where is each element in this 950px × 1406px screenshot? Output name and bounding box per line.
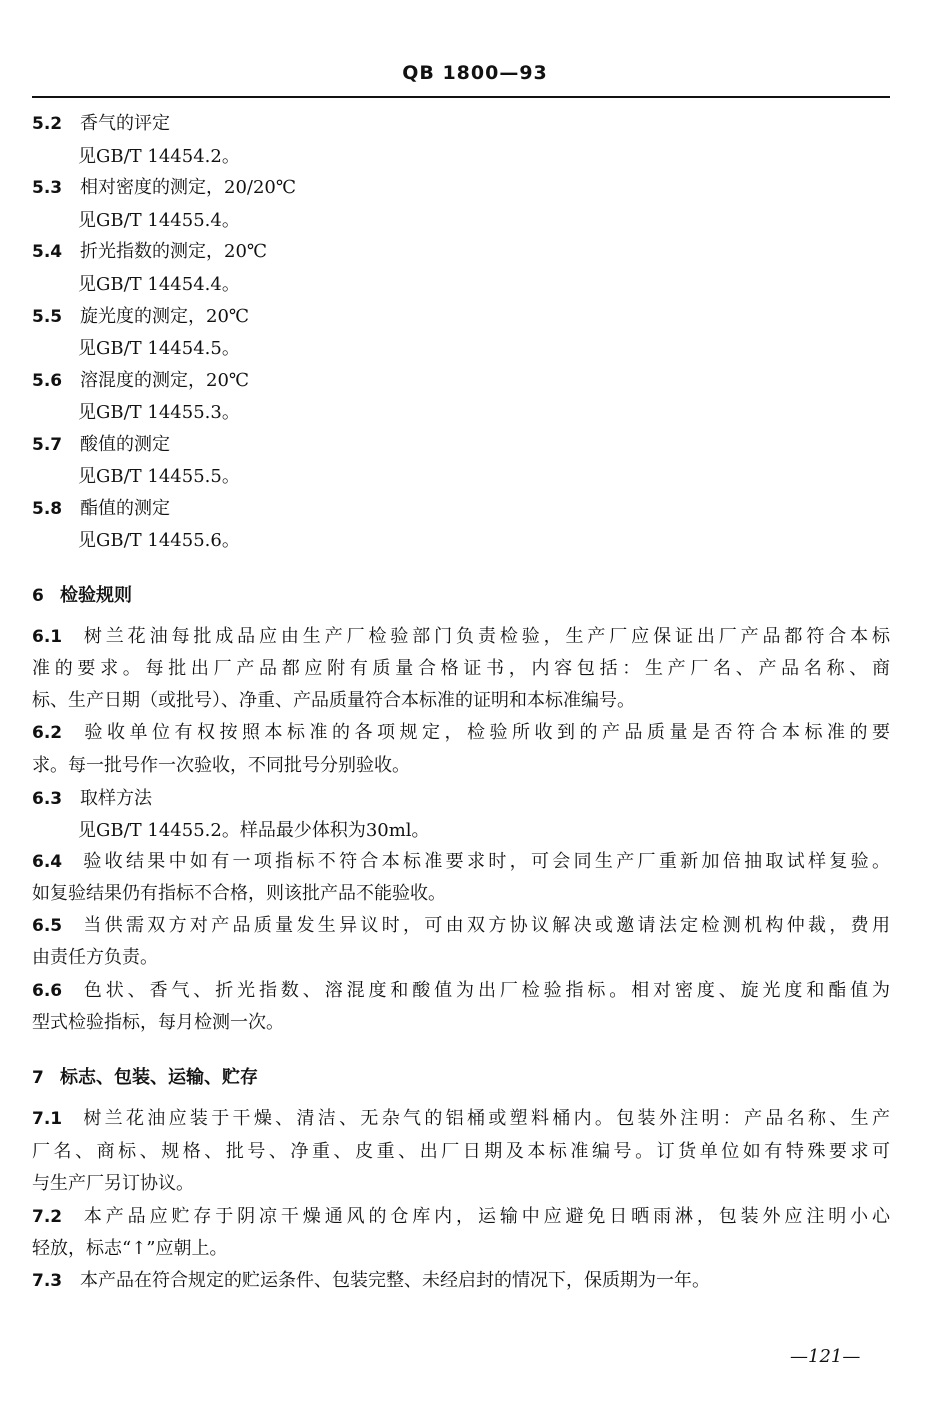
section-title: 检验规则 xyxy=(60,585,132,606)
item-5-8-ref: 见GB/T 14455.6。 xyxy=(78,530,240,551)
para-title: 取样方法 xyxy=(80,788,152,809)
para-7-2-line-2: 轻放，标志“↑”应朝上。 xyxy=(32,1238,228,1259)
para-6-6-line-2: 型式检验指标，每月检测一次。 xyxy=(32,1012,284,1033)
item-title: 旋光度的测定，20℃ xyxy=(80,306,250,327)
item-5-3-title xyxy=(32,176,296,200)
para-number: 7.2 xyxy=(32,1207,63,1227)
para-6-6-line-1 xyxy=(32,979,890,1003)
para-number: 7.1 xyxy=(32,1109,63,1129)
item-5-8-title xyxy=(32,497,170,521)
para-text: 本产品应贮存于阴凉干燥通风的仓库内，运输中应避免日晒雨淋，包装外应注明小心 xyxy=(80,1206,890,1227)
item-number: 5.5 xyxy=(32,307,63,327)
para-6-4-line-1 xyxy=(32,850,890,874)
para-text: 色状、香气、折光指数、溶混度和酸值为出厂检验指标。相对密度、旋光度和酯值为 xyxy=(80,980,890,1001)
section-number: 6 xyxy=(32,586,44,606)
item-number: 5.6 xyxy=(32,371,63,391)
para-6-5-line-2: 由责任方负责。 xyxy=(32,947,158,968)
para-text: 本产品在符合规定的贮运条件、包装完整、未经启封的情况下，保质期为一年。 xyxy=(80,1270,710,1291)
section-7-heading xyxy=(32,1066,258,1090)
item-5-5-title xyxy=(32,305,249,329)
item-number: 5.2 xyxy=(32,114,63,134)
para-6-4-line-2: 如复验结果仍有指标不合格，则该批产品不能验收。 xyxy=(32,883,446,904)
para-6-2-line-1 xyxy=(32,721,890,745)
item-5-4-ref: 见GB/T 14454.4。 xyxy=(78,274,240,295)
section-number: 7 xyxy=(32,1068,44,1088)
para-number: 6.4 xyxy=(32,852,63,872)
para-text: 当供需双方对产品质量发生异议时，可由双方协议解决或邀请法定检测机构仲裁，费用 xyxy=(80,915,890,936)
item-5-4-title xyxy=(32,240,267,264)
item-5-2-ref: 见GB/T 14454.2。 xyxy=(78,146,240,167)
para-number: 6.1 xyxy=(32,627,63,647)
para-number: 7.3 xyxy=(32,1271,63,1291)
item-5-3-ref: 见GB/T 14455.4。 xyxy=(78,210,240,231)
item-title: 酯值的测定 xyxy=(80,498,170,519)
para-6-1-line-2: 准的要求。每批出厂产品都应附有质量合格证书，内容包括：生产厂名、产品名称、商 xyxy=(32,658,890,679)
para-7-3-line-1 xyxy=(32,1269,710,1293)
para-6-2-line-2: 求。每一批号作一次验收，不同批号分别验收。 xyxy=(32,755,410,776)
item-number: 5.4 xyxy=(32,242,63,262)
para-number: 6.3 xyxy=(32,789,63,809)
item-number: 5.3 xyxy=(32,178,63,198)
para-6-1-line-3: 标、生产日期（或批号）、净重、产品质量符合本标准的证明和本标准编号。 xyxy=(32,690,635,711)
para-text: 验收结果中如有一项指标不符合本标准要求时，可会同生产厂重新加倍抽取试样复验。 xyxy=(80,851,890,872)
para-7-2-line-1 xyxy=(32,1205,890,1229)
item-5-7-ref: 见GB/T 14455.5。 xyxy=(78,466,240,487)
section-title: 标志、包装、运输、贮存 xyxy=(60,1067,258,1088)
item-5-6-title xyxy=(32,369,249,393)
item-5-6-ref: 见GB/T 14455.3。 xyxy=(78,402,240,423)
para-7-1-line-2: 厂名、商标、规格、批号、净重、皮重、出厂日期及本标准编号。订货单位如有特殊要求可 xyxy=(32,1141,890,1162)
para-6-3-title xyxy=(32,787,152,811)
para-6-1-line-1 xyxy=(32,625,890,649)
para-7-1-line-3: 与生产厂另订协议。 xyxy=(32,1173,194,1194)
para-number: 6.5 xyxy=(32,916,63,936)
item-5-5-ref: 见GB/T 14454.5。 xyxy=(78,338,240,359)
para-text: 验收单位有权按照本标准的各项规定，检验所收到的产品质量是否符合本标准的要 xyxy=(80,722,890,743)
header-rule xyxy=(32,96,890,98)
para-6-5-line-1 xyxy=(32,914,890,938)
item-title: 溶混度的测定，20℃ xyxy=(80,370,250,391)
item-title: 相对密度的测定，20/20℃ xyxy=(80,177,297,198)
para-text: 树兰花油应装于干燥、清洁、无杂气的铝桶或塑料桶内。包装外注明：产品名称、生产 xyxy=(80,1108,890,1129)
para-7-1-line-1 xyxy=(32,1107,890,1131)
item-title: 香气的评定 xyxy=(80,113,170,134)
item-5-2-title xyxy=(32,112,170,136)
page-number: —121— xyxy=(790,1346,861,1367)
para-text: 树兰花油每批成品应由生产厂检验部门负责检验，生产厂应保证出厂产品都符合本标 xyxy=(80,626,890,647)
item-number: 5.8 xyxy=(32,499,63,519)
item-title: 折光指数的测定，20℃ xyxy=(80,241,268,262)
section-6-heading xyxy=(32,584,132,608)
item-5-7-title xyxy=(32,433,170,457)
item-title: 酸值的测定 xyxy=(80,434,170,455)
para-number: 6.6 xyxy=(32,981,63,1001)
para-number: 6.2 xyxy=(32,723,63,743)
para-6-3-text: 见GB/T 14455.2。样品最少体积为30ml。 xyxy=(78,820,430,841)
standard-code-header: QB 1800—93 xyxy=(402,62,548,84)
item-number: 5.7 xyxy=(32,435,63,455)
